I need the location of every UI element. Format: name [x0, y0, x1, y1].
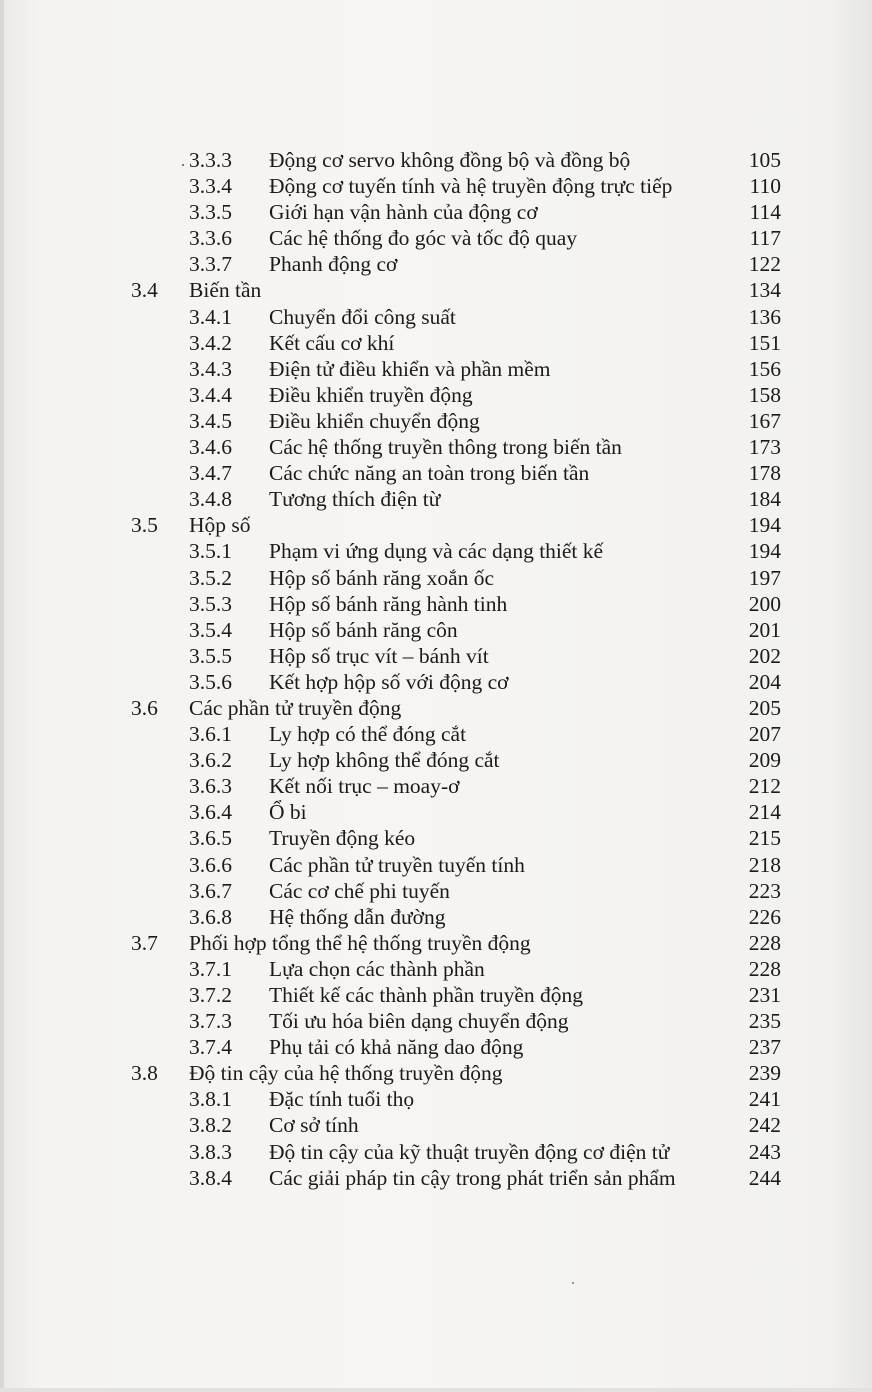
- entry-number: 3.5.4: [189, 617, 232, 642]
- entry-page-number: 241: [748, 1087, 781, 1112]
- toc-subsection-entry: [0, 669, 872, 695]
- entry-page-number: 228: [748, 956, 781, 981]
- entry-title: Phối hợp tổng thể hệ thống truyền động: [189, 930, 531, 955]
- entry-title: Phụ tải có khả năng dao động: [269, 1035, 524, 1060]
- entry-title: Điều khiển truyền động: [269, 382, 473, 407]
- toc-subsection-entry: [0, 904, 872, 930]
- toc-subsection-entry: [0, 773, 872, 799]
- entry-number: 3.5.5: [189, 643, 232, 668]
- toc-subsection-entry: [0, 878, 872, 904]
- entry-number: 3.6.1: [189, 722, 232, 747]
- toc-subsection-entry: [0, 591, 872, 617]
- page-bottom-edge: [0, 1388, 872, 1392]
- entry-number: 3.8.1: [189, 1087, 232, 1112]
- entry-page-number: 184: [748, 487, 781, 512]
- entry-title: Hộp số bánh răng xoắn ốc: [269, 565, 495, 590]
- entry-page-number: 239: [748, 1061, 781, 1086]
- entry-title: Thiết kế các thành phần truyền động: [269, 983, 584, 1007]
- toc-subsection-entry: [0, 1086, 872, 1112]
- entry-page-number: 237: [748, 1035, 781, 1060]
- entry-number: 3.5: [131, 513, 158, 538]
- entry-title: Động cơ servo không đồng bộ và đồng bộ: [269, 148, 631, 172]
- entry-number: 3.4.7: [189, 461, 232, 486]
- entry-number: 3.8.3: [189, 1139, 232, 1164]
- entry-page-number: 202: [748, 643, 781, 668]
- entry-page-number: 194: [748, 513, 781, 538]
- entry-number: 3.4.3: [189, 356, 232, 381]
- toc-subsection-entry: [0, 147, 872, 173]
- entry-page-number: 243: [748, 1139, 781, 1164]
- entry-page-number: 173: [748, 435, 781, 460]
- entry-title: Cơ sở tính: [269, 1113, 359, 1138]
- toc-subsection-entry: [0, 173, 872, 199]
- entry-number: 3.3.4: [189, 174, 232, 199]
- toc-subsection-entry: [0, 1165, 872, 1191]
- toc-subsection-entry: [0, 825, 872, 851]
- entry-number: 3.3.3: [189, 148, 232, 172]
- entry-number: 3.6.5: [189, 826, 232, 851]
- entry-title: Phanh động cơ: [269, 252, 398, 277]
- entry-page-number: 110: [749, 174, 781, 199]
- entry-page-number: 114: [749, 200, 781, 225]
- toc-subsection-entry: [0, 251, 872, 277]
- entry-number: 3.8.2: [189, 1113, 232, 1138]
- toc-subsection-entry: [0, 617, 872, 643]
- toc-subsection-entry: [0, 486, 872, 512]
- entry-number: 3.5.6: [189, 669, 232, 694]
- entry-page-number: 214: [748, 800, 781, 825]
- toc-section-entry: [0, 695, 872, 721]
- entry-page-number: 212: [748, 774, 781, 799]
- toc-subsection-entry: [0, 747, 872, 773]
- entry-number: 3.5.3: [189, 591, 232, 616]
- entry-page-number: 209: [748, 748, 781, 773]
- toc-subsection-entry: [0, 643, 872, 669]
- entry-number: 3.6.2: [189, 748, 232, 773]
- toc-subsection-entry: [0, 199, 872, 225]
- toc-subsection-entry: [0, 852, 872, 878]
- entry-page-number: 207: [748, 722, 781, 747]
- entry-title: Kết nối trục – moay-ơ: [269, 774, 460, 799]
- entry-number: 3.6.8: [189, 904, 232, 929]
- entry-number: 3.7.3: [189, 1009, 232, 1034]
- entry-title: Các phần tử truyền tuyến tính: [269, 852, 525, 877]
- toc-subsection-entry: [0, 460, 872, 486]
- entry-number: 3.7.4: [189, 1035, 232, 1060]
- entry-number: 3.6: [131, 695, 158, 720]
- toc-subsection-entry: [0, 538, 872, 564]
- toc-subsection-entry: [0, 956, 872, 982]
- toc-subsection-entry: [0, 982, 872, 1008]
- entry-title: Ly hợp không thể đóng cắt: [269, 748, 500, 773]
- entry-page-number: 136: [748, 304, 781, 329]
- entry-page-number: 204: [748, 669, 781, 694]
- entry-page-number: 223: [748, 878, 781, 903]
- entry-number: 3.7.1: [189, 956, 232, 981]
- entry-number: 3.6.3: [189, 774, 232, 799]
- entry-title: Truyền động kéo: [269, 826, 416, 851]
- entry-number: 3.5.2: [189, 565, 232, 590]
- table-of-contents: [0, 147, 872, 1191]
- entry-number: 3.5.1: [189, 539, 232, 564]
- entry-page-number: 122: [748, 252, 781, 277]
- toc-subsection-entry: [0, 565, 872, 591]
- entry-page-number: 231: [748, 983, 781, 1007]
- entry-number: 3.6.6: [189, 852, 232, 877]
- entry-page-number: 226: [748, 904, 781, 929]
- entry-title: Độ tin cậy của kỹ thuật truyền động cơ điện tử: [269, 1139, 670, 1164]
- entry-number: 3.4.5: [189, 408, 232, 433]
- entry-number: 3.6.7: [189, 878, 232, 903]
- entry-page-number: 156: [748, 356, 781, 381]
- entry-title: Hộp số bánh răng côn: [269, 617, 458, 642]
- toc-section-entry: [0, 1060, 872, 1086]
- entry-number: 3.7.2: [189, 983, 232, 1007]
- entry-title: Lựa chọn các thành phần: [269, 956, 485, 981]
- entry-title: Ổ bi: [269, 800, 307, 825]
- entry-number: 3.4.1: [189, 304, 232, 329]
- entry-number: 3.3.6: [189, 226, 232, 251]
- toc-section-entry: [0, 512, 872, 538]
- ink-speck: [572, 1282, 574, 1284]
- entry-title: Tương thích điện từ: [269, 487, 441, 512]
- entry-title: Các chức năng an toàn trong biến tần: [269, 461, 590, 486]
- entry-title: Điện tử điều khiển và phần mềm: [269, 356, 551, 381]
- entry-number: 3.4.8: [189, 487, 232, 512]
- entry-page-number: 178: [748, 461, 781, 486]
- entry-page-number: 205: [748, 695, 781, 720]
- entry-number: 3.7: [131, 930, 158, 955]
- toc-subsection-entry: [0, 799, 872, 825]
- entry-page-number: 151: [748, 330, 781, 355]
- entry-title: Biến tần: [189, 278, 262, 303]
- entry-page-number: 158: [748, 382, 781, 407]
- entry-title: Kết hợp hộp số với động cơ: [269, 669, 509, 694]
- toc-subsection-entry: [0, 408, 872, 434]
- toc-subsection-entry: [0, 225, 872, 251]
- entry-title: Hộp số trục vít – bánh vít: [269, 643, 489, 668]
- entry-page-number: 134: [748, 278, 781, 303]
- entry-title: Độ tin cậy của hệ thống truyền động: [189, 1061, 503, 1086]
- toc-subsection-entry: [0, 434, 872, 460]
- toc-subsection-entry: [0, 382, 872, 408]
- entry-page-number: 215: [748, 826, 781, 851]
- toc-subsection-entry: [0, 1112, 872, 1138]
- entry-page-number: 105: [748, 148, 781, 172]
- entry-title: Các phần tử truyền động: [189, 695, 402, 720]
- entry-title: Hệ thống dẫn đường: [269, 904, 446, 929]
- entry-number: 3.4.2: [189, 330, 232, 355]
- entry-title: Các cơ chế phi tuyến: [269, 878, 450, 903]
- toc-section-entry: [0, 930, 872, 956]
- entry-title: Động cơ tuyến tính và hệ truyền động trực tiếp: [269, 174, 673, 199]
- entry-title: Ly hợp có thể đóng cắt: [269, 722, 467, 747]
- entry-number: 3.4.4: [189, 382, 232, 407]
- entry-title: Hộp số: [189, 513, 251, 538]
- entry-page-number: 242: [748, 1113, 781, 1138]
- entry-page-number: 244: [748, 1165, 781, 1190]
- entry-title: Các hệ thống đo góc và tốc độ quay: [269, 226, 578, 251]
- entry-title: Điều khiển chuyển động: [269, 408, 480, 433]
- entry-number: 3.4.6: [189, 435, 232, 460]
- entry-number: 3.3.5: [189, 200, 232, 225]
- entry-page-number: 235: [748, 1009, 781, 1034]
- toc-subsection-entry: [0, 721, 872, 747]
- entry-page-number: 200: [748, 591, 781, 616]
- toc-subsection-entry: [0, 1139, 872, 1165]
- toc-subsection-entry: [0, 304, 872, 330]
- entry-page-number: 117: [749, 226, 781, 251]
- entry-number: 3.8: [131, 1061, 158, 1086]
- entry-page-number: 197: [748, 565, 781, 590]
- entry-page-number: 218: [748, 852, 781, 877]
- toc-section-entry: [0, 277, 872, 303]
- entry-page-number: 194: [748, 539, 781, 564]
- entry-title: Tối ưu hóa biên dạng chuyển động: [269, 1009, 569, 1034]
- entry-number: 3.4: [131, 278, 158, 303]
- toc-subsection-entry: [0, 1008, 872, 1034]
- toc-subsection-entry: [0, 1034, 872, 1060]
- entry-page-number: 167: [748, 408, 781, 433]
- entry-title: Phạm vi ứng dụng và các dạng thiết kế: [269, 539, 604, 564]
- entry-number: 3.6.4: [189, 800, 232, 825]
- entry-title: Chuyển đổi công suất: [269, 304, 456, 329]
- toc-subsection-entry: [0, 356, 872, 382]
- entry-title: Giới hạn vận hành của động cơ: [269, 200, 538, 225]
- entry-title: Đặc tính tuổi thọ: [269, 1087, 415, 1112]
- entry-title: Các hệ thống truyền thông trong biến tần: [269, 435, 622, 460]
- entry-title: Các giải pháp tin cậy trong phát triển sản phẩm: [269, 1165, 676, 1190]
- entry-number: 3.3.7: [189, 252, 232, 277]
- toc-subsection-entry: [0, 330, 872, 356]
- entry-title: Hộp số bánh răng hành tinh: [269, 591, 508, 616]
- entry-number: 3.8.4: [189, 1165, 232, 1190]
- entry-title: Kết cấu cơ khí: [269, 330, 395, 355]
- entry-page-number: 201: [748, 617, 781, 642]
- entry-page-number: 228: [748, 930, 781, 955]
